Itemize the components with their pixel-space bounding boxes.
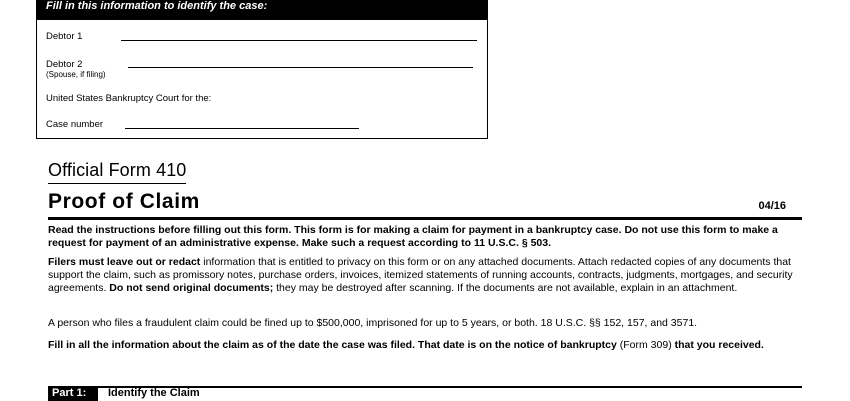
case-identification-box — [36, 0, 488, 139]
debtor2-sublabel: (Spouse, if filing) — [46, 70, 106, 79]
debtor2-field[interactable] — [128, 67, 473, 68]
form-title: Proof of Claim — [48, 190, 200, 213]
redact-emphasis: Filers must leave out or redact — [48, 256, 201, 268]
form-name: Official Form 410 — [48, 160, 186, 184]
debtor2-label: Debtor 2 — [46, 59, 83, 70]
fraud-warning: A person who files a fraudulent claim could be fined up to $500,000, imprisoned for up to 5 years, or both. 18 U.S.C. §§ 152, 157, and 3571. — [48, 317, 698, 329]
instruction-paragraph-1: Read the instructions before filling out this form. This form is for making a claim for payment in a bankruptcy case. Do not use this form to make a request for payment of an administrative expense. Make such a request according to 11 U.S.C. § 503. — [48, 224, 778, 249]
case-number-field[interactable] — [125, 128, 359, 129]
debtor1-label: Debtor 1 — [46, 31, 83, 42]
debtor2-label-group — [46, 59, 106, 79]
redact-text: information that is entitled to privacy on this form or on any attached documents. Attach redacted copies of any documents that support the claim, such as promissory notes, purchase orders, invoices, itemized statements of running accounts, contracts, judgments, mortgages, and security agreements. — [48, 256, 793, 294]
form-309-ref: (Form 309) — [616, 339, 675, 351]
title-rule — [48, 217, 802, 220]
fill-instruction — [48, 339, 800, 352]
fill-instruction-start: Fill in all the information about the claim as of the date the case was filed. That date is on the notice of bankruptcy — [48, 339, 617, 351]
instruction-paragraph-2 — [48, 256, 800, 295]
court-label: United States Bankruptcy Court for the: — [46, 93, 212, 104]
debtor1-field[interactable] — [121, 40, 477, 41]
form-date: 04/16 — [758, 200, 786, 212]
fill-instruction-end: that you received. — [674, 339, 764, 351]
case-number-label: Case number — [46, 119, 104, 130]
part1-title: Identify the Claim — [108, 387, 200, 399]
originals-text: they may be destroyed after scanning. If the documents are not available, explain in an attachment. — [273, 282, 738, 294]
case-box-header: Fill in this information to identify the case: — [37, 0, 487, 20]
originals-emphasis: Do not send original documents; — [109, 282, 274, 294]
part1-tag: Part 1: — [48, 386, 98, 401]
